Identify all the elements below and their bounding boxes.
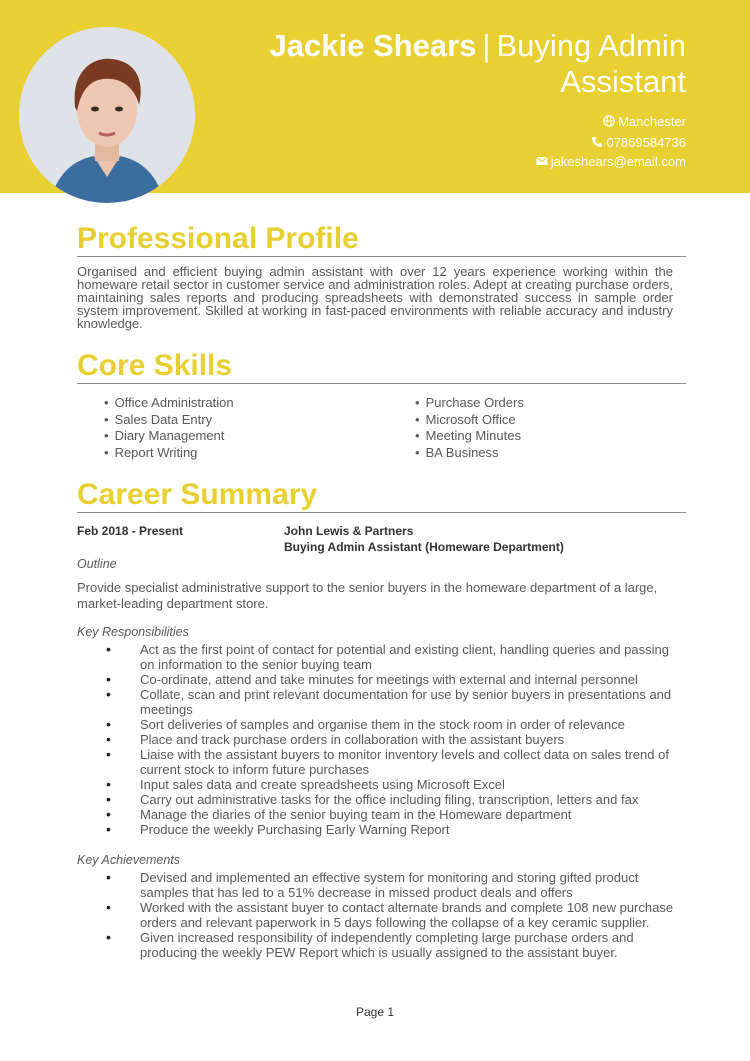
responsibilities-list (140, 642, 685, 837)
skill-item: • Purchase Orders (415, 395, 524, 412)
outline-label: Outline (77, 557, 117, 571)
list-item: • Place and track purchase orders in collaboration with the assistant buyers (140, 732, 685, 747)
list-item: • Worked with the assistant buyer to contact alternate brands and complete 108 new purchase orders and relevant paperwork in 5 days following the collapse of a key ceramic supplier. (140, 900, 685, 930)
list-item: • Input sales data and create spreadsheets using Microsoft Excel (140, 777, 685, 792)
phone-icon (591, 136, 603, 148)
candidate-name: Jackie Shears (269, 28, 477, 63)
list-item: • Co-ordinate, attend and take minutes for meetings with external and internal personnel (140, 672, 685, 687)
globe-icon (603, 115, 615, 127)
list-item: • Manage the diaries of the senior buying team in the Homeware department (140, 807, 685, 822)
job-employer-block (284, 524, 564, 555)
list-item: • Liaise with the assistant buyers to monitor inventory levels and collect data on sales trend of current stock to inform future purchases (140, 747, 685, 777)
list-item: • Act as the first point of contact for potential and existing client, handling queries and passing on information to the senior buying team (140, 642, 685, 672)
title-separator: | (482, 28, 491, 63)
profile-text: Organised and efficient buying admin assistant with over 12 years experience working within the homeware retail sector in customer service and administration roles. Adept at creating purchase orders, maintaining sales reports and producing spreadsheets with demonstrated success in sample order system improvement. Skilled at working in fast-paced environments with reliable accuracy and industry knowledge. (77, 264, 673, 331)
list-item: • Sort deliveries of samples and organise them in the stock room in order of relevance (140, 717, 685, 732)
skill-item: • Microsoft Office (415, 412, 524, 429)
location-text: Manchester (618, 114, 686, 129)
section-title-profile: Professional Profile (77, 222, 686, 257)
section-title-career: Career Summary (77, 478, 686, 513)
list-item: • Devised and implemented an effective system for monitoring and storing gifted product samples that has led to a 51% decrease in missed product deals and offers (140, 870, 685, 900)
section-title-skills: Core Skills (77, 349, 686, 384)
avatar (19, 27, 195, 203)
skill-item: • Sales Data Entry (104, 412, 234, 429)
list-item: • Produce the weekly Purchasing Early Warning Report (140, 822, 685, 837)
outline-text: Provide specialist administrative support to the senior buyers in the homeware department of a large, market-leading department store. (77, 580, 658, 611)
job-company: John Lewis & Partners (284, 524, 414, 538)
contact-email (536, 153, 686, 170)
list-item: • Carry out administrative tasks for the office including filing, transcription, letters and fax (140, 792, 685, 807)
name-title (216, 28, 686, 100)
page-number: Page 1 (355, 1005, 395, 1019)
achievements-list (140, 870, 685, 960)
skills-left-list (104, 395, 234, 461)
job-dates: Feb 2018 - Present (77, 524, 184, 538)
job-role: Buying Admin Assistant (Homeware Department) (284, 539, 564, 554)
skill-item: • Diary Management (104, 428, 234, 445)
skill-item: • Report Writing (104, 445, 234, 462)
responsibilities-label: Key Responsibilities (77, 625, 189, 639)
contact-phone (591, 134, 686, 151)
list-item: • Collate, scan and print relevant documentation for use by senior buyers in presentations and meetings (140, 687, 685, 717)
skill-item: • Meeting Minutes (415, 428, 524, 445)
email-text[interactable]: jakeshears@email.com (550, 154, 686, 169)
skill-item: • Office Administration (104, 395, 234, 412)
envelope-icon (536, 155, 548, 167)
achievements-label: Key Achievements (77, 853, 181, 867)
job-title: Buying Admin Assistant (496, 28, 686, 99)
list-item: • Given increased responsibility of independently completing large purchase orders and producing the weekly PEW Report which is usually assigned to the assistant buyer. (140, 930, 685, 960)
phone-text: 07869584736 (606, 135, 686, 150)
skill-item: • BA Business (415, 445, 524, 462)
contact-location (603, 113, 686, 130)
skills-right-list (415, 395, 524, 461)
